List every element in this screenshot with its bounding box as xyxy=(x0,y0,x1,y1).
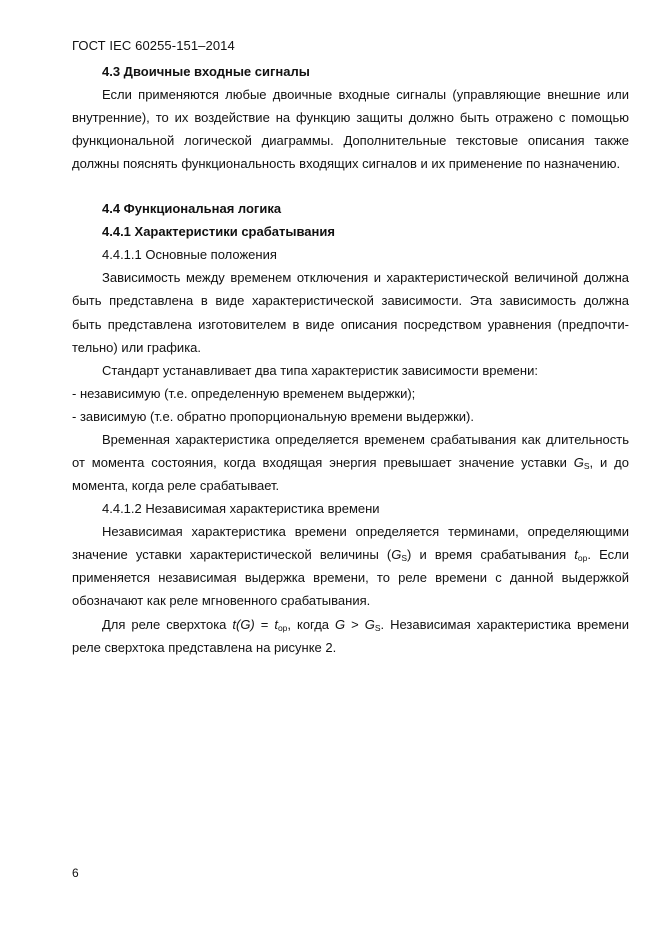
text-run: , и до момента, когда реле срабатывает. xyxy=(72,454,629,494)
list-item-independent: - независимую (т.е. определенную временем выдержки); xyxy=(72,385,416,401)
symbol-G: G xyxy=(573,454,584,470)
subscript-op: op xyxy=(277,622,288,633)
text-run: Независимая характеристика времени определяется терминами, определяющими значение уставки характеристической величины ( xyxy=(72,524,629,563)
section-4-4-1-2-heading: 4.4.1.2 Независимая характеристика времени xyxy=(102,501,380,517)
symbol-G: G xyxy=(391,547,402,563)
subscript-S: S xyxy=(374,622,381,633)
section-4-4-heading: 4.4 Функциональная логика xyxy=(102,201,282,217)
document-body xyxy=(72,60,629,659)
text-run: , когда xyxy=(287,616,336,632)
text-run: ) и время срабатывания xyxy=(407,547,575,563)
section-4-4-1-2-paragraph-1 xyxy=(72,520,629,612)
text-run: . Если применяется независимая выдержка времени, то реле времени с данной выдержкой обозначают как реле мгновенного срабатывания. xyxy=(72,547,629,609)
text-run: > xyxy=(345,616,365,632)
text-run: = xyxy=(254,616,275,632)
subscript-S: S xyxy=(401,553,408,564)
symbol-t: t xyxy=(574,547,578,563)
section-4-3-paragraph: Если применяются любые двоичные входные сигналы (управляющие внешние или внутренние), то их воздействие на функцию защиты должно быть отражено с помощью функциональной логической диаграммы. Дополнительные текстовые описания также должны пояснять функциональность входящих сигналов и их применение по назначению. xyxy=(72,87,629,172)
symbol-G: G xyxy=(364,616,375,632)
page-number: 6 xyxy=(72,866,79,880)
list-item-dependent: - зависимую (т.е. обратно пропорциональную времени выдержки). xyxy=(72,408,474,424)
subscript-op: op xyxy=(577,553,588,564)
section-4-4-1-1-paragraph-3 xyxy=(72,428,629,497)
document-header: ГОСТ IEC 60255-151–2014 xyxy=(72,38,235,53)
section-4-4-1-1-paragraph-1: Зависимость между временем отключения и характеристической величиной должна быть представлена в виде характеристической зависимости. Эта зависимость должна быть представлена изготовителем в виде описания посредством уравнения (предпочтительно) или графика. xyxy=(72,270,629,355)
subscript-S: S xyxy=(583,460,590,471)
section-4-3-heading: 4.3 Двоичные входные сигналы xyxy=(102,64,310,79)
symbol-t: t xyxy=(274,616,278,632)
section-4-4-1-1-paragraph-2: Стандарт устанавливает два типа характеристик зависимости времени: xyxy=(102,362,538,378)
formula-t-of-G: t(G) xyxy=(232,616,255,632)
section-4-4-1-2-paragraph-2 xyxy=(72,613,629,659)
section-4-4-1-heading: 4.4.1 Характеристики срабатывания xyxy=(102,224,335,240)
text-run: Временная характеристика определяется временем срабатывания как длительность от момента состояния, когда входящая энергия превышает значение уставки xyxy=(72,431,629,470)
text-run: Для реле сверхтока xyxy=(102,616,233,632)
symbol-G: G xyxy=(335,616,346,632)
section-4-4-1-1-heading: 4.4.1.1 Основные положения xyxy=(102,247,277,263)
section-spacer xyxy=(72,175,629,197)
text-run: . Независимая характеристика времени реле сверхтока представлена на рисунке 2. xyxy=(72,616,629,655)
